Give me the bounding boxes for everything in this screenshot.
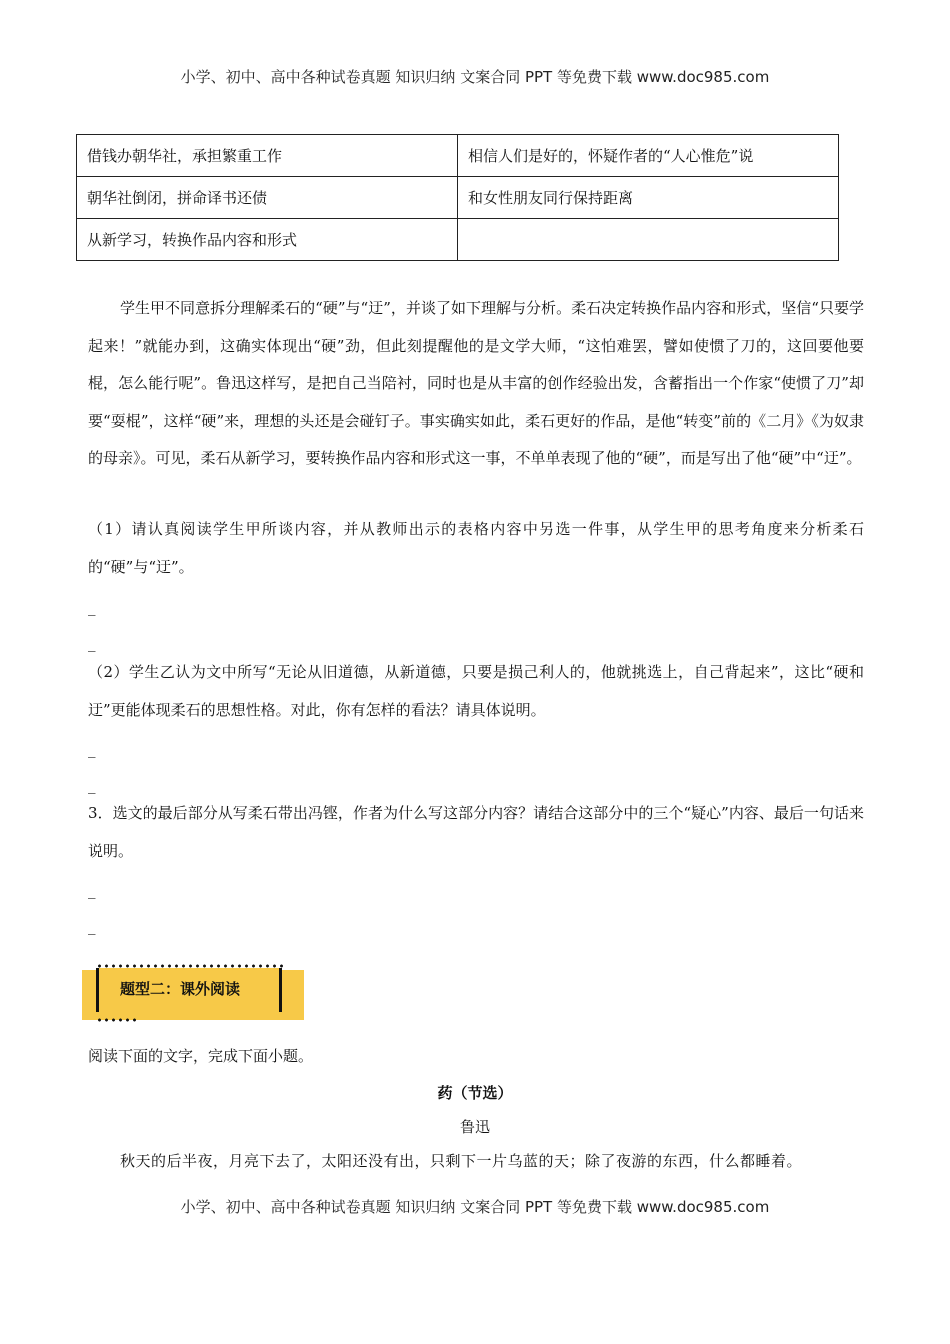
answer-line: _ bbox=[88, 881, 96, 899]
section-title: 题型二：课外阅读 bbox=[120, 980, 241, 998]
question-1: （1）请认真阅读学生甲所谈内容，并从教师出示的表格内容中另选一件事，从学生甲的思考角度来分析柔石的“硬”与“迂”。 bbox=[88, 520, 864, 576]
page-header: 小学、初中、高中各种试卷真题 知识归纳 文案合同 PPT 等免费下载 www.doc985.com bbox=[180, 68, 770, 86]
section-badge bbox=[82, 964, 304, 1022]
answer-line: _ bbox=[88, 598, 96, 616]
page-footer: 小学、初中、高中各种试卷真题 知识归纳 文案合同 PPT 等免费下载 www.doc985.com bbox=[180, 1198, 770, 1216]
answer-line: _ bbox=[88, 634, 96, 652]
events-table bbox=[76, 134, 839, 261]
table-row bbox=[77, 135, 839, 177]
passage-title: 药（节选） bbox=[437, 1084, 513, 1102]
question-3: 3．选文的最后部分从写柔石带出冯铿，作者为什么写这部分内容？请结合这部分中的三个“疑心”内容、最后一句话来说明。 bbox=[88, 804, 864, 860]
badge-dots-bottom bbox=[96, 1018, 136, 1022]
table-cell: 朝华社倒闭，拼命译书还债 bbox=[77, 177, 458, 219]
table-cell: 和女性朋友同行保持距离 bbox=[458, 177, 839, 219]
table-cell: 借钱办朝华社，承担繁重工作 bbox=[77, 135, 458, 177]
passage-first-line: 秋天的后半夜，月亮下去了，太阳还没有出，只剩下一片乌蓝的天；除了夜游的东西，什么都睡着。 bbox=[120, 1152, 803, 1170]
question-2: （2）学生乙认为文中所写“无论从旧道德，从新道德，只要是损己利人的，他就挑选上，自己背起来”，这比“硬和迂”更能体现柔石的思想性格。对此，你有怎样的看法？请具体说明。 bbox=[88, 663, 864, 719]
passage-author: 鲁迅 bbox=[459, 1118, 490, 1136]
answer-line: _ bbox=[88, 917, 96, 935]
table-cell: 相信人们是好的，怀疑作者的“人心惟危”说 bbox=[458, 135, 839, 177]
table-row bbox=[77, 219, 839, 261]
answer-line: _ bbox=[88, 776, 96, 794]
table-row bbox=[77, 177, 839, 219]
table-cell: 从新学习，转换作品内容和形式 bbox=[77, 219, 458, 261]
analysis-paragraph: 学生甲不同意拆分理解柔石的“硬”与“迂”，并谈了如下理解与分析。柔石决定转换作品内容和形式，坚信“只要学起来！”就能办到，这确实体现出“硬”劲，但此刻提醒他的是文学大师，“这怕难罢，譬如使惯了刀的，这回要他要棍，怎么能行呢”。鲁迅这样写，是把自己当陪衬，同时也是从丰富的创作经验出发，含蓄指出一个作家“使惯了刀”却要“耍棍”，这样“硬”来，理想的头还是会碰钉子。事实确实如此，柔石更好的作品，是他“转变”前的《二月》《为奴隶的母亲》。可见，柔石从新学习，要转换作品内容和形式这一事，不单单表现了他的“硬”，而是写出了他“硬”中“迂”。 bbox=[88, 299, 864, 467]
reading-instruction: 阅读下面的文字，完成下面小题。 bbox=[88, 1047, 314, 1065]
table-cell bbox=[458, 219, 839, 261]
answer-line: _ bbox=[88, 740, 96, 758]
